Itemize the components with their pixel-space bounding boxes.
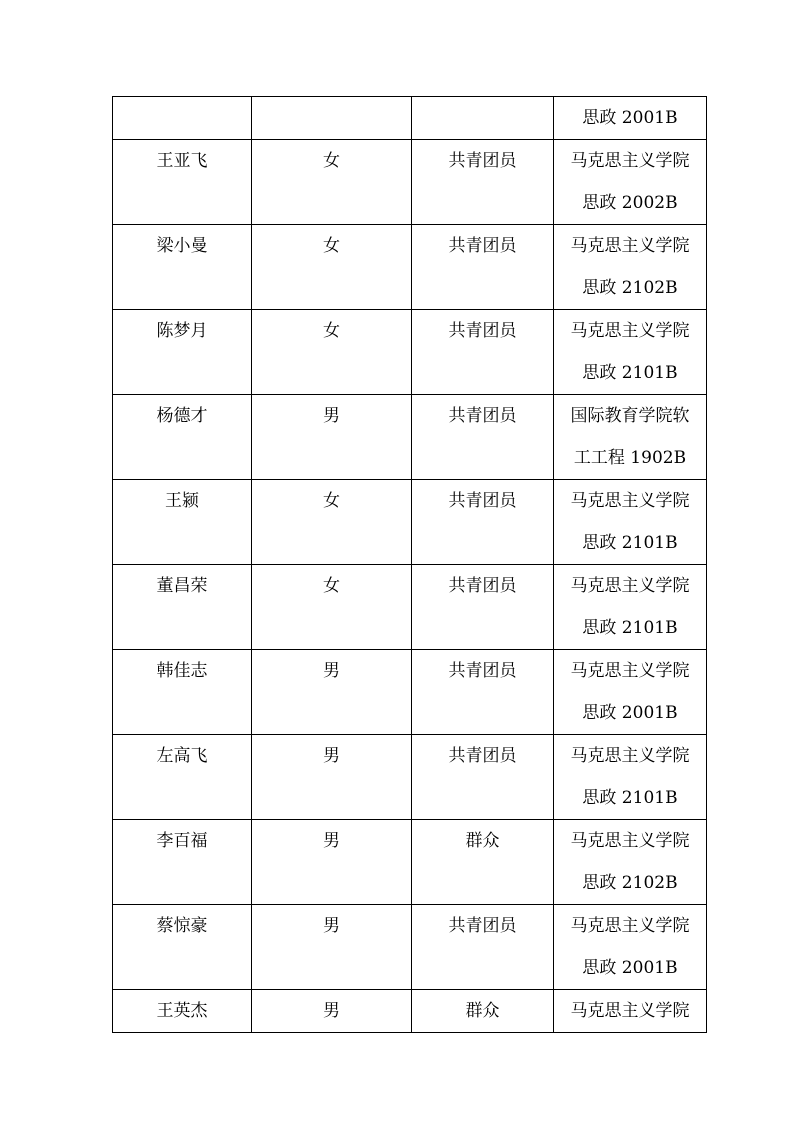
unit-line-1: 马克思主义学院 [570,1001,690,1021]
table-row [113,905,707,990]
unit-line-1: 马克思主义学院 [570,831,690,851]
table-row [113,395,707,480]
unit-line-2: 思政 2001B [582,703,678,723]
table-row [113,650,707,735]
table-row [113,565,707,650]
unit-line-2: 思政 2101B [582,533,678,553]
political-status-cell: 共青团员 [412,905,554,990]
gender-cell: 男 [252,990,412,1033]
gender-cell: 男 [252,650,412,735]
political-status-cell: 群众 [412,990,554,1033]
unit-cell [554,225,707,310]
unit-line-2: 思政 2102B [582,873,678,893]
unit-cell [554,97,707,140]
name-cell: 韩佳志 [113,650,252,735]
unit-cell [554,480,707,565]
name-cell: 董昌荣 [113,565,252,650]
unit-line-1: 国际教育学院软 [570,406,690,426]
table-row [113,310,707,395]
unit-line-2: 思政 2101B [582,788,678,808]
unit-line-1: 马克思主义学院 [570,916,690,936]
gender-cell: 女 [252,565,412,650]
unit-cell [554,140,707,225]
unit-cell [554,395,707,480]
gender-cell: 女 [252,480,412,565]
gender-cell [252,97,412,140]
political-status-cell: 群众 [412,820,554,905]
political-status-cell: 共青团员 [412,480,554,565]
unit-line-1: 马克思主义学院 [570,491,690,511]
name-cell: 蔡惊豪 [113,905,252,990]
political-status-cell: 共青团员 [412,225,554,310]
gender-cell: 女 [252,225,412,310]
name-cell: 王英杰 [113,990,252,1033]
table-row [113,97,707,140]
gender-cell: 男 [252,905,412,990]
table-row [113,990,707,1033]
name-cell: 王亚飞 [113,140,252,225]
unit-cell [554,735,707,820]
name-cell: 杨德才 [113,395,252,480]
unit-line-2: 工工程 1902B [573,448,687,468]
gender-cell: 男 [252,395,412,480]
political-status-cell: 共青团员 [412,565,554,650]
member-roster-table [112,96,707,1033]
gender-cell: 男 [252,820,412,905]
unit-line-2: 思政 2002B [582,193,678,213]
name-cell [113,97,252,140]
name-cell: 左高飞 [113,735,252,820]
political-status-cell [412,97,554,140]
unit-cell [554,650,707,735]
name-cell: 陈梦月 [113,310,252,395]
name-cell: 李百福 [113,820,252,905]
unit-line-2: 思政 2001B [582,958,678,978]
unit-cell [554,990,707,1033]
unit-cell [554,310,707,395]
name-cell: 王颍 [113,480,252,565]
unit-line-2: 思政 2101B [582,618,678,638]
unit-cell [554,565,707,650]
table-row [113,225,707,310]
unit-line-1: 马克思主义学院 [570,151,690,171]
name-cell: 梁小曼 [113,225,252,310]
table-row [113,480,707,565]
gender-cell: 女 [252,140,412,225]
table-row [113,820,707,905]
unit-line-2: 思政 2001B [582,108,678,128]
political-status-cell: 共青团员 [412,650,554,735]
table-row [113,140,707,225]
unit-cell [554,820,707,905]
gender-cell: 男 [252,735,412,820]
unit-line-2: 思政 2102B [582,278,678,298]
unit-line-1: 马克思主义学院 [570,661,690,681]
unit-line-1: 马克思主义学院 [570,321,690,341]
gender-cell: 女 [252,310,412,395]
unit-line-1: 马克思主义学院 [570,576,690,596]
unit-line-1: 马克思主义学院 [570,236,690,256]
political-status-cell: 共青团员 [412,735,554,820]
political-status-cell: 共青团员 [412,140,554,225]
political-status-cell: 共青团员 [412,310,554,395]
unit-line-1: 马克思主义学院 [570,746,690,766]
table-row [113,735,707,820]
unit-cell [554,905,707,990]
political-status-cell: 共青团员 [412,395,554,480]
unit-line-2: 思政 2101B [582,363,678,383]
